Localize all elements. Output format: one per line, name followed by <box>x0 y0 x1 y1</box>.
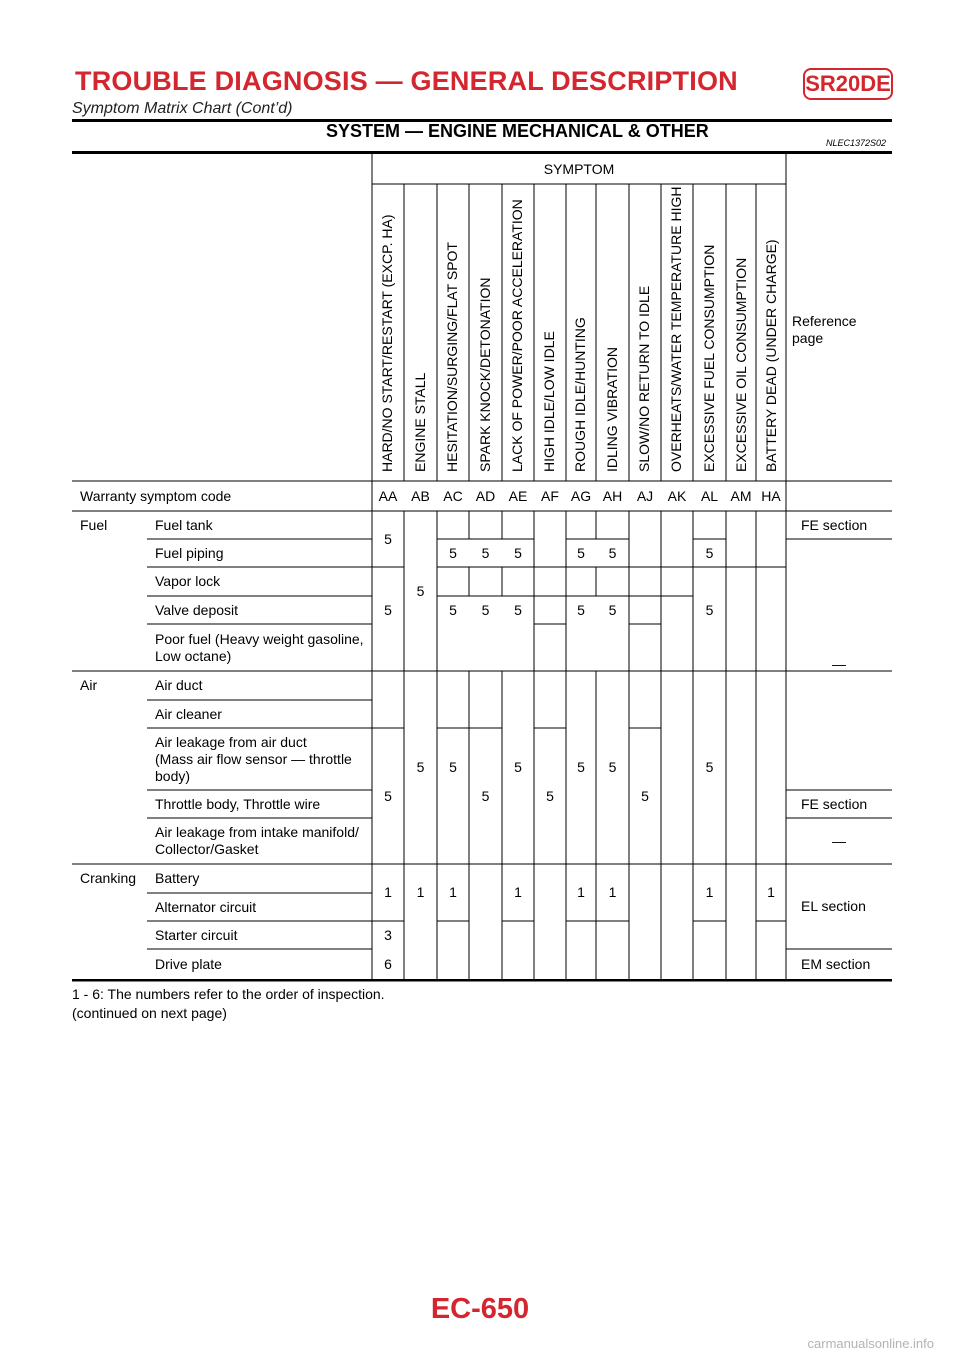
symptom-spark-knock: SPARK KNOCK/DETONATION <box>477 277 493 472</box>
symptom-hard-start: HARD/NO START/RESTART (EXCP. HA) <box>379 214 395 472</box>
fuel-ab-value: 5 <box>416 582 425 599</box>
section-title: SYSTEM — ENGINE MECHANICAL & OTHER <box>326 121 709 141</box>
intake-reference-dash: — <box>832 832 846 849</box>
group-air: Air <box>80 677 98 693</box>
valve-deposit-ag-value: 5 <box>577 601 585 618</box>
valve-deposit-aa-value: 5 <box>384 601 392 618</box>
code-ad: AD <box>475 487 496 504</box>
air-ag-value: 5 <box>577 759 585 775</box>
fuel-piping-ak-value: 5 <box>705 544 714 561</box>
code-ak: AK <box>667 487 687 504</box>
code-ah: AH <box>602 487 623 504</box>
cranking-al-value: 1 <box>705 884 714 900</box>
symptom-battery-dead: BATTERY DEAD (UNDER CHARGE) <box>763 239 779 472</box>
item-drive-plate: Drive plate <box>155 956 222 972</box>
symptom-high-idle: HIGH IDLE/LOW IDLE <box>541 331 557 472</box>
air-ae-value: 5 <box>514 759 522 775</box>
engine-badge: SR20DE <box>803 68 893 100</box>
fuel-piping-ad-value: 5 <box>481 544 490 561</box>
drive-plate-reference: EM section <box>801 956 871 972</box>
air-af-value: 5 <box>546 787 554 804</box>
item-air-cleaner: Air cleaner <box>155 705 222 722</box>
valve-deposit-ad-value: 5 <box>481 601 490 618</box>
cranking-ag-value: 1 <box>577 884 585 900</box>
symptom-header: SYMPTOM <box>543 160 615 177</box>
cranking-ha-value: 1 <box>767 884 775 900</box>
item-air-leakage-duct: Air leakage from air duct (Mass air flow sensor — throttle body) <box>155 733 352 784</box>
code-ae: AE <box>508 487 528 504</box>
symptom-hesitation: HESITATION/SURGING/FLAT SPOT <box>444 242 460 472</box>
symptom-engine-stall: ENGINE STALL <box>412 372 428 472</box>
cranking-ab-value: 1 <box>416 884 425 900</box>
air-aa-value: 5 <box>384 787 392 804</box>
code-ha: HA <box>761 487 781 504</box>
valve-deposit-ak-value: 5 <box>705 601 714 618</box>
symptom-slow-return: SLOW/NO RETURN TO IDLE <box>636 285 652 472</box>
code-ab: AB <box>411 487 430 504</box>
air-ah-value: 5 <box>608 759 617 775</box>
reference-header: Reference page <box>792 313 857 346</box>
starter-aa-value: 3 <box>384 926 392 943</box>
valve-deposit-ah-value: 5 <box>608 601 617 618</box>
watermark: carmanualsonline.info <box>807 1336 934 1351</box>
item-fuel-tank: Fuel tank <box>155 516 213 533</box>
code-am: AM <box>730 487 752 504</box>
page-title: TROUBLE DIAGNOSIS — GENERAL DESCRIPTION <box>75 66 738 96</box>
valve-deposit-ae-value: 5 <box>514 601 522 618</box>
item-poor-fuel: Poor fuel (Heavy weight gasoline, Low octane) <box>155 630 364 664</box>
code-ag: AG <box>570 487 592 504</box>
cranking-ae-value: 1 <box>514 884 522 900</box>
air-ak-value: 5 <box>705 759 714 775</box>
fuel-reference-dash: — <box>832 656 846 672</box>
air-ab-value: 5 <box>416 759 425 775</box>
item-starter: Starter circuit <box>155 926 238 943</box>
code-aj: AJ <box>636 487 654 504</box>
code-al: AL <box>700 487 719 504</box>
page-subtitle: Symptom Matrix Chart (Cont’d) <box>72 100 293 117</box>
cranking-ac-value: 1 <box>449 884 457 900</box>
item-battery: Battery <box>155 870 200 886</box>
item-vapor-lock: Vapor lock <box>155 573 221 589</box>
item-fuel-piping: Fuel piping <box>155 544 224 561</box>
symptom-idling-vibration: IDLING VIBRATION <box>604 347 620 472</box>
group-fuel: Fuel <box>80 517 108 533</box>
item-valve-deposit: Valve deposit <box>155 601 239 618</box>
drive-plate-aa-value: 6 <box>384 956 392 972</box>
code-ac: AC <box>443 487 463 504</box>
group-cranking: Cranking <box>80 870 137 886</box>
fuel-tank-reference: FE section <box>801 516 868 533</box>
cranking-aa-value: 1 <box>384 884 392 900</box>
fuel-piping-ae-value: 5 <box>514 544 522 561</box>
symptom-lack-of-power: LACK OF POWER/POOR ACCELERATION <box>509 199 525 472</box>
item-alternator: Alternator circuit <box>155 898 257 915</box>
valve-deposit-ac-value: 5 <box>449 601 457 618</box>
air-ac-value: 5 <box>449 759 457 775</box>
warranty-label: Warranty symptom code <box>80 487 232 504</box>
throttle-reference: FE section <box>801 795 868 812</box>
section-code: NLEC1372S02 <box>826 138 887 148</box>
symptom-rough-idle: ROUGH IDLE/HUNTING <box>572 317 588 472</box>
code-af: AF <box>541 487 559 504</box>
air-ad-value: 5 <box>481 787 490 804</box>
continued-note: (continued on next page) <box>72 1005 227 1021</box>
fuel-piping-ac-value: 5 <box>449 544 457 561</box>
symptom-overheats: OVERHEATS/WATER TEMPERATURE HIGH <box>668 186 684 472</box>
cranking-ah-value: 1 <box>608 884 617 900</box>
symptom-excessive-fuel: EXCESSIVE FUEL CONSUMPTION <box>701 244 717 472</box>
item-air-leakage-intake: Air leakage from intake manifold/ Collector/Gasket <box>155 824 359 857</box>
inspection-footnote: 1 - 6: The numbers refer to the order of inspection. <box>72 986 385 1002</box>
section-rule <box>72 151 892 154</box>
air-aj-value: 5 <box>641 787 649 804</box>
symptom-excessive-oil: EXCESSIVE OIL CONSUMPTION <box>733 257 749 472</box>
page-number: EC-650 <box>430 1293 530 1325</box>
battery-reference: EL section <box>801 898 866 914</box>
item-throttle-body: Throttle body, Throttle wire <box>155 795 321 812</box>
fuel-tank-aa-value: 5 <box>384 530 392 547</box>
item-air-duct: Air duct <box>155 677 203 693</box>
code-aa: AA <box>378 487 398 504</box>
fuel-piping-ag-value: 5 <box>577 544 585 561</box>
fuel-piping-ah-value: 5 <box>608 544 617 561</box>
